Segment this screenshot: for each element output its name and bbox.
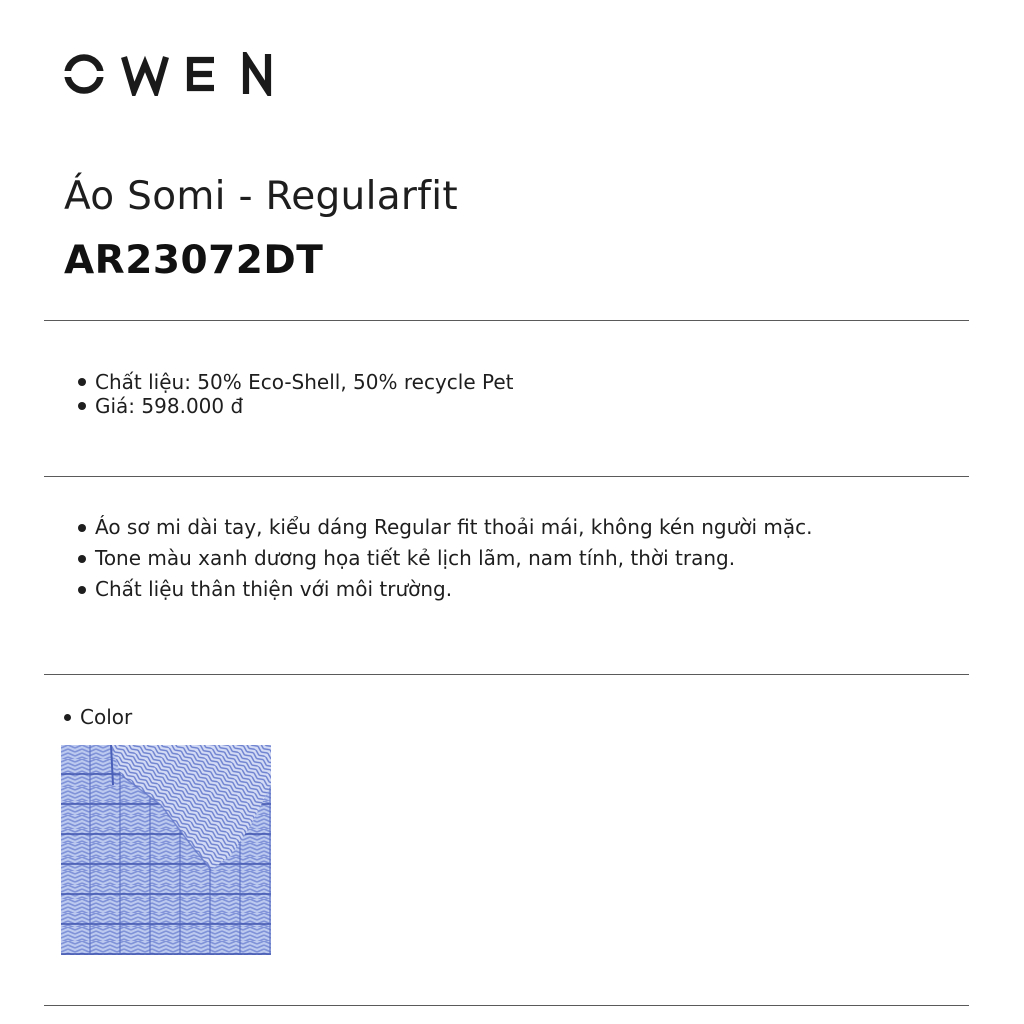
description-item: Áo sơ mi dài tay, kiểu dáng Regular fit thoải mái, không kén người mặc. — [78, 512, 813, 543]
color-label: Color — [64, 703, 132, 731]
spec-list — [78, 370, 514, 418]
divider — [44, 1005, 969, 1006]
color-swatch[interactable] — [61, 745, 271, 955]
owen-wordmark-logo — [64, 52, 274, 96]
description-item: Tone màu xanh dương họa tiết kẻ lịch lãm, nam tính, thời trang. — [78, 543, 813, 574]
divider — [44, 476, 969, 477]
spec-price: Giá: 598.000 đ — [78, 394, 514, 418]
divider — [44, 320, 969, 321]
spec-material: Chất liệu: 50% Eco-Shell, 50% recycle Pet — [78, 370, 514, 394]
product-code: AR23072DT — [64, 238, 324, 283]
brand-logo — [64, 52, 274, 96]
product-name: Áo Somi - Regularfit — [64, 174, 459, 219]
fabric-swatch-image — [61, 745, 271, 955]
description-list — [78, 512, 813, 605]
description-item: Chất liệu thân thiện với môi trường. — [78, 574, 813, 605]
divider — [44, 674, 969, 675]
